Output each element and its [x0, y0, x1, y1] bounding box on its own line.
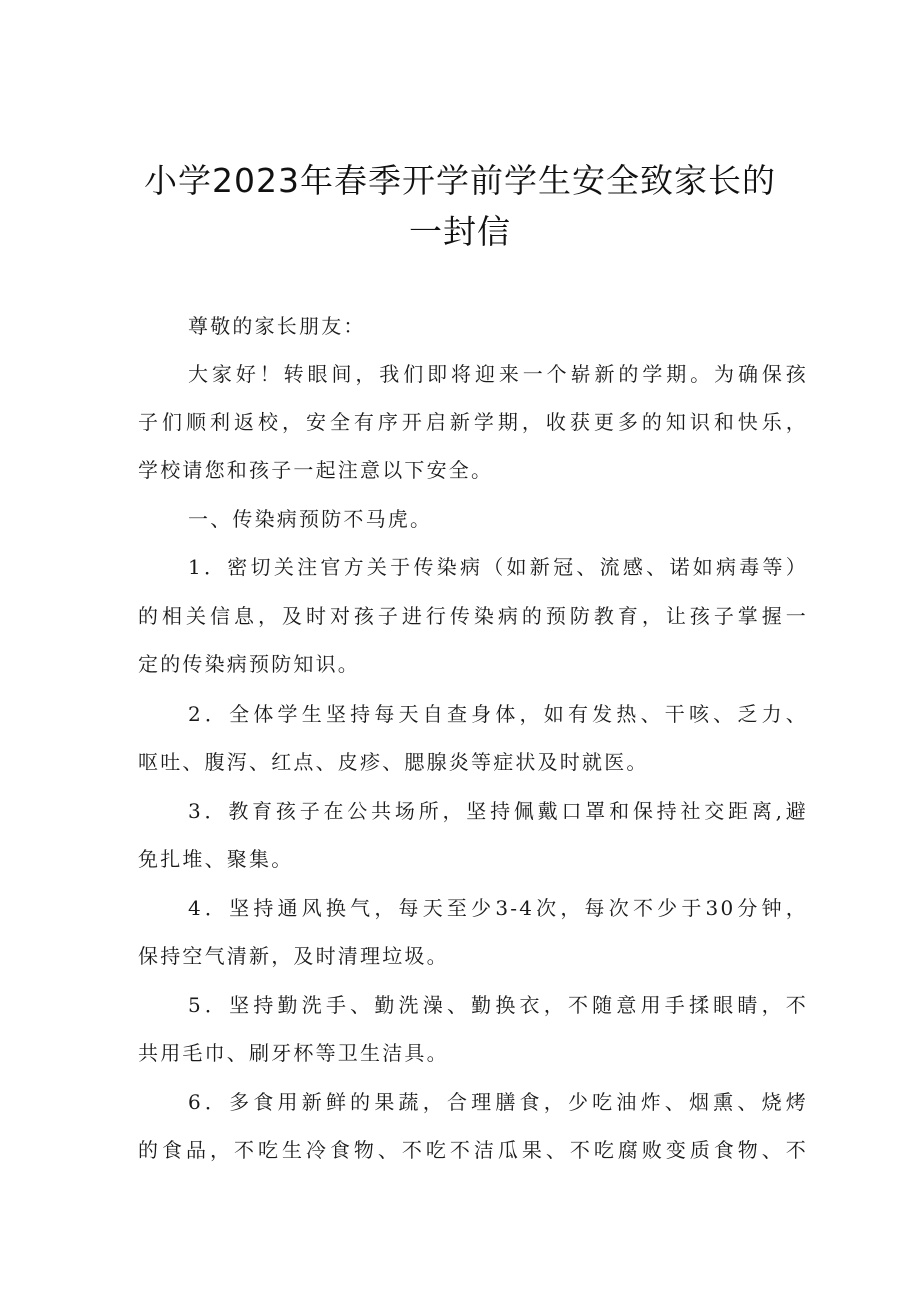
- item-1-line-1: 1．密切关注官方关于传染病（如新冠、流感、诺如病毒等）: [188, 555, 808, 579]
- salutation: 尊敬的家长朋友：: [188, 314, 366, 338]
- intro-line-3: 学校请您和孩子一起注意以下安全。: [138, 458, 494, 482]
- item-4-line-1: 4．坚持通风换气，每天至少3-4次，每次不少于30分钟，: [188, 896, 808, 920]
- intro-line-1: 大家好！转眼间，我们即将迎来一个崭新的学期。为确保孩: [188, 362, 808, 386]
- item-6-line-2: 的食品，不吃生冷食物、不吃不洁瓜果、不吃腐败变质食物、不: [138, 1138, 808, 1162]
- item-5-line-2: 共用毛巾、刷牙杯等卫生洁具。: [138, 1041, 449, 1065]
- page-title-line-1: 小学2023年春季开学前学生安全致家长的: [144, 161, 776, 200]
- item-5-line-1: 5．坚持勤洗手、勤洗澡、勤换衣，不随意用手揉眼睛，不: [188, 993, 808, 1017]
- item-1-line-3: 定的传染病预防知识。: [138, 652, 360, 676]
- item-2-line-2: 呕吐、腹泻、红点、皮疹、腮腺炎等症状及时就医。: [138, 750, 649, 774]
- item-1-line-2: 的相关信息，及时对孩子进行传染病的预防教育，让孩子掌握一: [138, 604, 808, 628]
- intro-line-2: 子们顺利返校，安全有序开启新学期，收获更多的知识和快乐，: [138, 410, 808, 434]
- item-2-line-1: 2．全体学生坚持每天自查身体，如有发热、干咳、乏力、: [188, 702, 808, 726]
- section-1-heading: 一、传染病预防不马虎。: [188, 507, 433, 531]
- item-3-line-1: 3．教育孩子在公共场所，坚持佩戴口罩和保持社交距离,避: [188, 799, 808, 823]
- item-4-line-2: 保持空气清新，及时清理垃圾。: [138, 944, 449, 968]
- item-3-line-2: 免扎堆、聚集。: [138, 847, 294, 871]
- item-6-line-1: 6．多食用新鲜的果蔬，合理膳食，少吃油炸、烟熏、烧烤: [188, 1090, 808, 1114]
- page-title-line-2: 一封信: [409, 212, 511, 251]
